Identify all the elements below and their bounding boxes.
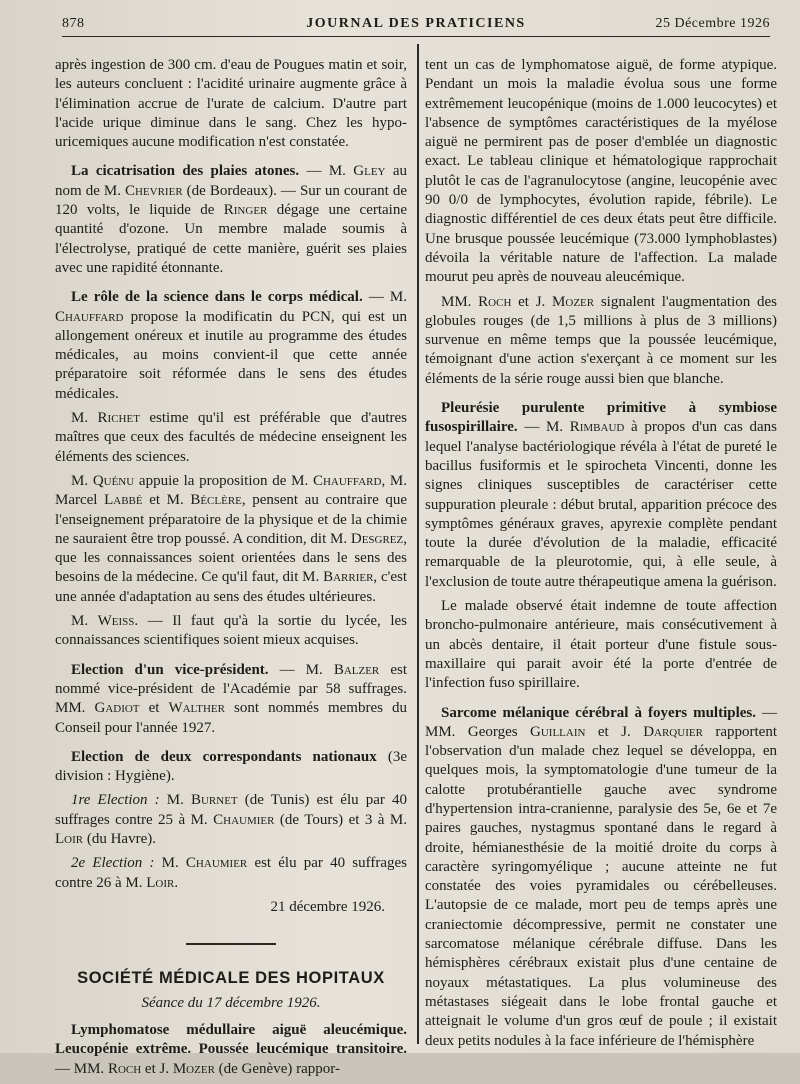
section-role-science xyxy=(55,288,407,404)
election-label: 1re Election : xyxy=(71,792,160,809)
author-name: Ringer xyxy=(223,202,268,219)
text: et xyxy=(139,700,169,717)
text: et J. xyxy=(511,293,553,310)
author-name: Loir xyxy=(146,874,175,891)
text: appuie la proposition de M. xyxy=(134,472,313,489)
text: (de Bordeaux). — Sur un courant de 120 volts, le liquide de xyxy=(55,182,407,219)
page-header xyxy=(62,14,770,37)
section-title: Pleurésie purulente primitive à symbiose fusospirillaire. xyxy=(425,400,777,436)
text: (du Havre). xyxy=(83,830,156,847)
author-name: Chauffard xyxy=(312,472,382,489)
author-name: Chauffard xyxy=(55,308,124,325)
issue-date: 25 Décembre 1926 xyxy=(655,16,770,31)
column-divider xyxy=(417,44,419,1044)
text: M. xyxy=(71,613,98,630)
author-name: Rimbaud xyxy=(569,419,625,436)
paragraph xyxy=(55,854,407,893)
section-title: Le rôle de la science dans le corps médical. xyxy=(71,289,363,306)
author-name: Mozer xyxy=(552,293,595,310)
seance-date: Séance du 17 décembre 1926. xyxy=(141,994,321,1011)
text: — M. xyxy=(517,419,570,436)
section-title: Election d'un vice-président. xyxy=(71,661,269,678)
paragraph xyxy=(55,472,407,607)
author-name: Balzer xyxy=(333,661,380,678)
section-title: Sarcome mélanique cérébral à foyers multiples. xyxy=(441,704,757,721)
paragraph xyxy=(55,409,407,467)
author-name: Quénu xyxy=(92,472,135,489)
author-name: Chaumier xyxy=(213,811,275,828)
author-name: Weiss xyxy=(97,613,135,630)
text: . xyxy=(174,874,179,891)
author-name: Guillain xyxy=(530,723,586,740)
author-name: Roch xyxy=(478,293,512,310)
section-correspondants xyxy=(55,748,407,787)
text: est élu par 40 suffrages contre 26 à M. xyxy=(55,855,407,891)
text: (3e division : Hygiène). xyxy=(55,748,407,785)
author-name: Desgrez xyxy=(350,530,404,547)
author-name: Walther xyxy=(168,700,225,717)
text: , M. Marcel xyxy=(55,472,407,509)
text: propose la modificatin du PCN, qui est un allongement onéreux et inutile au programme des études médicales, au moins convient-il que cette année préparatoire soit réformée dans le sens des études médicales. xyxy=(55,308,407,402)
paragraph xyxy=(55,612,407,651)
section-lymphomatose xyxy=(55,1021,407,1079)
section-cicatrisation xyxy=(55,162,407,278)
author-name: Chevrier xyxy=(124,182,183,199)
text: — MM. Georges xyxy=(425,704,777,740)
paragraph xyxy=(55,791,407,849)
text: rapportent l'observation d'un malade chez lequel se développa, en quelques mois, la symptomatologie d'une tumeur de la calotte protubérantielle gauche avec syndrome d'hypertension intra-cranienne, paralysie des 5e, 6e et 7e paires gauches, nystagmus spontané dans le regard à droite, hémianesthésie de la moitié droite du corps à caractère syringomyélique ; aucune atteinte ne fut constatée des voies pyramidales ou cérébelleuses. L'autopsie de ce malade, mort peu de temps après une craniectomie décompressive, permit ne constater une sarcomatose mélanique cérébrale diffuse. Dans les hémisphères cérébraux existait plus d'une centaine de noyaux métastatiques. La plus volumineuse des métastases siégeait dans le lobe frontal gauche et atteignait le volume d'un gros œuf de poule ; il existait deux petits nodules à la face inférieure de l'hémisphère xyxy=(425,723,777,1049)
section-vice-president xyxy=(55,661,407,738)
text: MM. xyxy=(441,293,479,310)
text: et J. xyxy=(585,723,644,740)
author-name: Roch xyxy=(107,1060,142,1077)
journal-title: JOURNAL DES PRATICIENS xyxy=(306,16,526,31)
author-name: Gley xyxy=(353,163,386,180)
author-name: Chaumier xyxy=(185,855,248,872)
paragraph: après ingestion de 300 cm. d'eau de Pougues matin et soir, les auteurs concluent : l'acidité urinaire augmente grâce à l'élimination accrue de l'urate de calcium. D'autre part l'acide urique diminue dans le sang. Chez les hypo-uricemiques aucune modification n'est constatée. xyxy=(55,57,407,151)
section-title: Election de deux correspondants nationaux xyxy=(71,748,377,765)
right-column xyxy=(425,56,777,1056)
section-rule xyxy=(186,943,276,944)
text: (de Tours) et 3 à M. xyxy=(274,811,407,828)
paragraph: Le malade observé était indemne de toute affection broncho-pulmonaire antérieure, mais consécutivement à un abcès dentaire, il était porteur d'une fistule sous-maxillaire qui parait avoir été la porte d'entrée de l'infection fuso spirillaire. xyxy=(425,598,777,692)
author-name: Gadiot xyxy=(94,700,140,717)
text: sont nommés membres du Conseil pour l'année 1927. xyxy=(55,700,407,736)
author-name: Burnet xyxy=(190,792,238,809)
text: , que les connaissances soient orientées dans le sens des besoins de la médecine. Ce qu'il faut, dit M. xyxy=(55,530,407,586)
paragraph: tent un cas de lymphomatose aiguë, de forme atypique. Pendant un mois la maladie évolua sous une forme extrêmement leucopénique (moins de 1.000 leucocytes) et l'absence de symptômes caractéristiques de la myélose aiguë ne permirent pas de poser d'emblée un diagnostic exact. Le tableau clinique et hématologique rapprochait plutôt le cas de l'agranulocytose (angine, leucopénie avec 90 0/0 de lymphocytes, évolution rapide, fébrile). Le diagnostic différentiel de ces deux états peut être difficile. Une brusque poussée leucémique (73.000 lymphoblastes) dévoila la véritable nature de l'affection. La malade mourut peu après de nouveau aleucémique. xyxy=(425,57,777,286)
author-name: Darquier xyxy=(643,723,703,740)
text: — MM. xyxy=(55,1060,108,1077)
text: , c'est une année d'adaptation au sens des études ultérieures. xyxy=(55,569,407,605)
signature-date: 21 décembre 1926. xyxy=(270,898,385,915)
text: — M. xyxy=(268,661,334,678)
paragraph xyxy=(425,293,777,389)
text: M. xyxy=(159,792,191,809)
text: (de Genève) rappor- xyxy=(214,1060,340,1077)
text: (de Tunis) est élu par 40 suffrages contre 25 à M. xyxy=(55,792,407,828)
text: M. xyxy=(71,410,98,427)
author-name: Richet xyxy=(97,410,140,427)
text: signalent l'augmentation des globules rouges (de 1,5 millions à plus de 3 millions) survenue en même temps que la poussée leucémique, témoignant d'une action s'exerçant à ce moment sur les éléments de la série rouge aussi bien que blanche. xyxy=(425,293,777,387)
text: — M. xyxy=(299,163,354,180)
society-heading: SOCIÉTÉ MÉDICALE DES HOPITAUX xyxy=(77,968,385,987)
section-sarcome xyxy=(425,704,777,1051)
text: et J. xyxy=(141,1060,173,1077)
author-name: Labbé xyxy=(104,492,143,509)
text: — M. xyxy=(362,289,407,306)
left-column xyxy=(55,56,407,1084)
text: , pensent au contraire que l'enseignement préparatoire de la physique et de la chimie ne sauraient être trop poussé. A condition, dit M. xyxy=(55,492,407,547)
section-pleuresie xyxy=(425,399,777,592)
text: . — Il faut qu'à la sortie du lycée, les connaissances scientifiques soient mieux acquises. xyxy=(55,613,407,649)
page-number: 878 xyxy=(62,16,85,31)
text: et M. xyxy=(142,492,191,509)
author-name: Loir xyxy=(55,830,84,847)
text: M. xyxy=(71,472,93,489)
section-title: Lymphomatose médullaire aiguë aleucémique. Leucopénie extrême. Poussée leucémique transitoire. xyxy=(55,1022,407,1058)
author-name: Béclère xyxy=(190,492,242,509)
author-name: Barrier xyxy=(323,569,374,586)
text: au nom de M. xyxy=(55,163,407,199)
text: estime qu'il est préférable que d'autres maîtres que ceux des facultés de médecine enseignent les éléments des sciences. xyxy=(55,410,407,465)
author-name: Mozer xyxy=(172,1060,215,1077)
text: à propos d'un cas dans lequel l'analyse bactériologique révéla à l'état de pureté le bacillus fusiformis et le spirocheta Vincenti, donne les signes cliniques susceptibles de caractériser cette suppuration pleurale : début brutal, apparition précoce des symptômes généraux graves, apyrexie complète pendant toute la durée d'évolution de la maladie, efficacité remarquable de la pleurotomie, qui, à elle seule, à l'exclusion de toute autre thérapeutique amena la guérison. xyxy=(425,419,778,590)
election-label: 2e Election : xyxy=(71,855,155,872)
section-title: La cicatrisation des plaies atones. xyxy=(71,163,300,180)
text: M. xyxy=(154,855,186,872)
text: est nommé vice-président de l'Académie par 58 suffrages. MM. xyxy=(55,661,408,717)
text: dégage une certaine quantité d'ozone. Un membre malade soumis à l'électrolyse, pratiqué de cette manière, guérit ses plaies avec une rapidité étonnante. xyxy=(55,202,407,276)
